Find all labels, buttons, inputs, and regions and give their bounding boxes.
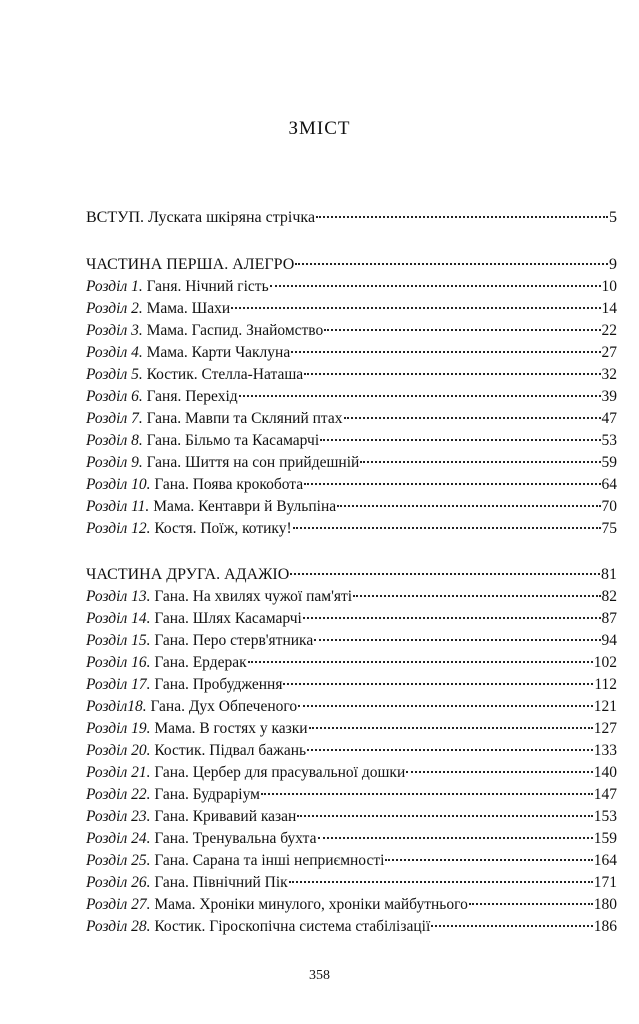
chapter-title: Гана. Більмо та Касамарчі [146, 432, 320, 449]
chapter-prefix: Розділ 3. [86, 322, 143, 339]
toc-chapter [86, 320, 617, 342]
toc-chapter [86, 850, 617, 872]
chapter-page: 27 [601, 344, 617, 361]
chapter-page: 94 [601, 632, 617, 649]
chapter-page: 53 [601, 432, 617, 449]
chapter-title: Мама. Кентаври й Вульпіна [153, 498, 337, 515]
chapter-prefix: Розділ 20. [86, 742, 151, 759]
chapter-page: 153 [593, 808, 617, 825]
toc-chapter [86, 652, 617, 674]
toc-chapter [86, 386, 617, 408]
leader-dots [318, 833, 593, 839]
chapter-page: 159 [593, 830, 617, 847]
chapter-prefix: Розділ 5. [86, 366, 143, 383]
leader-dots [353, 591, 600, 597]
chapter-page: 22 [601, 322, 617, 339]
chapter-page: 164 [593, 852, 617, 869]
toc-chapter [86, 364, 617, 386]
chapter-prefix: Розділ 16. [86, 654, 151, 671]
chapter-title: Костик. Гіроскопічна система стабілізації [154, 918, 431, 935]
toc-chapter [86, 474, 617, 496]
leader-dots [344, 413, 601, 419]
chapter-page: 127 [593, 720, 617, 737]
leader-dots [314, 635, 600, 641]
toc-chapter [86, 718, 617, 740]
chapter-page: 32 [601, 366, 617, 383]
chapter-title: Гана. Сарана та інші неприємності [154, 852, 385, 869]
toc-chapter [86, 872, 617, 894]
leader-dots [291, 347, 600, 353]
leader-dots [297, 811, 592, 817]
toc-chapter [86, 806, 617, 828]
chapter-page: 171 [593, 874, 617, 891]
leader-dots [431, 921, 592, 927]
chapter-prefix: Розділ 8. [86, 432, 143, 449]
chapter-prefix: Розділ 19. [86, 720, 151, 737]
toc-part-2-page: 81 [601, 566, 617, 583]
chapter-title: Гана. Будраріум [154, 786, 260, 803]
toc-chapter [86, 696, 617, 718]
leader-dots [309, 723, 593, 729]
toc-part-2-label: ЧАСТИНА ДРУГА. АДАЖІО [86, 566, 290, 583]
chapter-title: Гана. Шлях Касамарчі [154, 610, 302, 627]
toc-part-2 [86, 564, 617, 586]
leader-dots [307, 745, 593, 751]
chapter-prefix: Розділ 14. [86, 610, 151, 627]
leader-dots [298, 701, 593, 707]
chapter-page: 82 [601, 588, 617, 605]
toc-part-1 [86, 254, 617, 276]
chapter-page: 133 [593, 742, 617, 759]
toc-chapter [86, 674, 617, 696]
leader-dots [304, 369, 600, 375]
chapter-prefix: Розділ18. [86, 698, 147, 715]
toc-intro-label: ВСТУП. Луската шкіряна стрічка [86, 209, 316, 226]
chapter-title: Гана. На хвилях чужої пам'яті [154, 588, 353, 605]
toc-chapter [86, 762, 617, 784]
leader-dots [324, 325, 600, 331]
chapter-prefix: Розділ 1. [86, 278, 143, 295]
chapter-title: Мама. В гостях у казки [154, 720, 308, 737]
chapter-title: Гана. Кривавий казан [154, 808, 297, 825]
chapter-prefix: Розділ 24. [86, 830, 151, 847]
chapter-page: 112 [594, 676, 617, 693]
leader-dots [283, 679, 593, 685]
chapter-page: 75 [601, 520, 617, 537]
toc-chapter [86, 430, 617, 452]
chapter-title: Гана. Північний Пік [154, 874, 288, 891]
chapter-title: Гана. Мавпи та Скляний птах [146, 410, 343, 427]
chapter-prefix: Розділ 11. [86, 498, 150, 515]
toc-chapter [86, 298, 617, 320]
page-title: ЗМІСТ [288, 118, 351, 139]
chapter-prefix: Розділ 27. [86, 896, 151, 913]
chapter-page: 147 [593, 786, 617, 803]
chapter-page: 14 [601, 300, 617, 317]
leader-dots [295, 259, 608, 265]
chapter-prefix: Розділ 2. [86, 300, 143, 317]
page-number: 358 [309, 968, 330, 983]
chapter-prefix: Розділ 12. [86, 520, 151, 537]
chapter-prefix: Розділ 4. [86, 344, 143, 361]
chapter-title: Костик. Підвал бажань [154, 742, 307, 759]
chapter-title: Ганя. Перехід [146, 388, 238, 405]
chapter-page: 10 [601, 278, 617, 295]
leader-dots [337, 501, 600, 507]
chapter-prefix: Розділ 9. [86, 454, 143, 471]
chapter-prefix: Розділ 23. [86, 808, 151, 825]
toc-chapter [86, 342, 617, 364]
chapter-title: Ганя. Нічний гість [146, 278, 269, 295]
toc-chapter [86, 452, 617, 474]
leader-dots [360, 457, 600, 463]
leader-dots [248, 657, 593, 663]
chapter-title: Гана. Ердерак [154, 654, 247, 671]
chapter-prefix: Розділ 28. [86, 918, 151, 935]
leader-dots [316, 212, 608, 218]
toc-part-1-label: ЧАСТИНА ПЕРША. АЛЕГРО [86, 256, 295, 273]
chapter-page: 39 [601, 388, 617, 405]
leader-dots [261, 789, 593, 795]
chapter-page: 64 [601, 476, 617, 493]
chapter-page: 102 [593, 654, 617, 671]
chapter-page: 70 [601, 498, 617, 515]
chapter-title: Гана. Тренувальна бухта [154, 830, 317, 847]
leader-dots [289, 877, 593, 883]
chapter-page: 47 [601, 410, 617, 427]
chapter-page: 186 [593, 918, 617, 935]
chapter-prefix: Розділ 17. [86, 676, 151, 693]
chapter-page: 59 [601, 454, 617, 471]
chapter-page: 140 [593, 764, 617, 781]
toc-intro [86, 207, 617, 229]
chapter-prefix: Розділ 22. [86, 786, 151, 803]
toc-chapter [86, 586, 617, 608]
chapter-prefix: Розділ 15. [86, 632, 151, 649]
chapter-title: Гана. Поява крокобота [154, 476, 304, 493]
leader-dots [303, 613, 601, 619]
toc-chapter [86, 740, 617, 762]
chapter-prefix: Розділ 25. [86, 852, 151, 869]
chapter-title: Гана. Пробудження [154, 676, 283, 693]
leader-dots [320, 435, 600, 441]
chapter-title: Мама. Шахи [146, 300, 231, 317]
toc-part-1-page: 9 [609, 256, 617, 273]
toc-chapter [86, 408, 617, 430]
chapter-prefix: Розділ 13. [86, 588, 151, 605]
toc-chapter [86, 518, 617, 540]
toc-chapter [86, 828, 617, 850]
leader-dots [270, 281, 601, 287]
leader-dots [469, 899, 593, 905]
chapter-page: 87 [601, 610, 617, 627]
toc-chapter [86, 608, 617, 630]
chapter-title: Костя. Поїж, котику! [154, 520, 292, 537]
leader-dots [231, 303, 600, 309]
toc-chapter [86, 894, 617, 916]
leader-dots [293, 523, 601, 529]
chapter-title: Гана. Цербер для прасувальної дошки [154, 764, 406, 781]
toc-chapter [86, 630, 617, 652]
chapter-title: Гана. Перо стерв'ятника [154, 632, 314, 649]
chapter-prefix: Розділ 26. [86, 874, 151, 891]
toc-chapter [86, 276, 617, 298]
leader-dots [385, 855, 592, 861]
chapter-title: Мама. Хроніки минулого, хроніки майбутнього [154, 896, 468, 913]
chapter-prefix: Розділ 7. [86, 410, 143, 427]
toc-chapter [86, 916, 617, 938]
chapter-title: Мама. Карти Чаклуна [146, 344, 291, 361]
chapter-prefix: Розділ 10. [86, 476, 151, 493]
toc-intro-page: 5 [609, 209, 617, 226]
leader-dots [290, 569, 600, 575]
leader-dots [406, 767, 593, 773]
chapter-page: 121 [593, 698, 617, 715]
leader-dots [304, 479, 600, 485]
chapter-prefix: Розділ 21. [86, 764, 151, 781]
chapter-title: Мама. Гаспид. Знайомство [146, 322, 324, 339]
chapter-prefix: Розділ 6. [86, 388, 143, 405]
chapter-title: Гана. Дух Обпеченого [150, 698, 298, 715]
chapter-title: Гана. Шиття на сон прийдешній [146, 454, 360, 471]
chapter-page: 180 [593, 896, 617, 913]
toc-chapter [86, 784, 617, 806]
chapter-title: Костик. Стелла-Наташа [146, 366, 304, 383]
leader-dots [239, 391, 601, 397]
toc-chapter [86, 496, 617, 518]
